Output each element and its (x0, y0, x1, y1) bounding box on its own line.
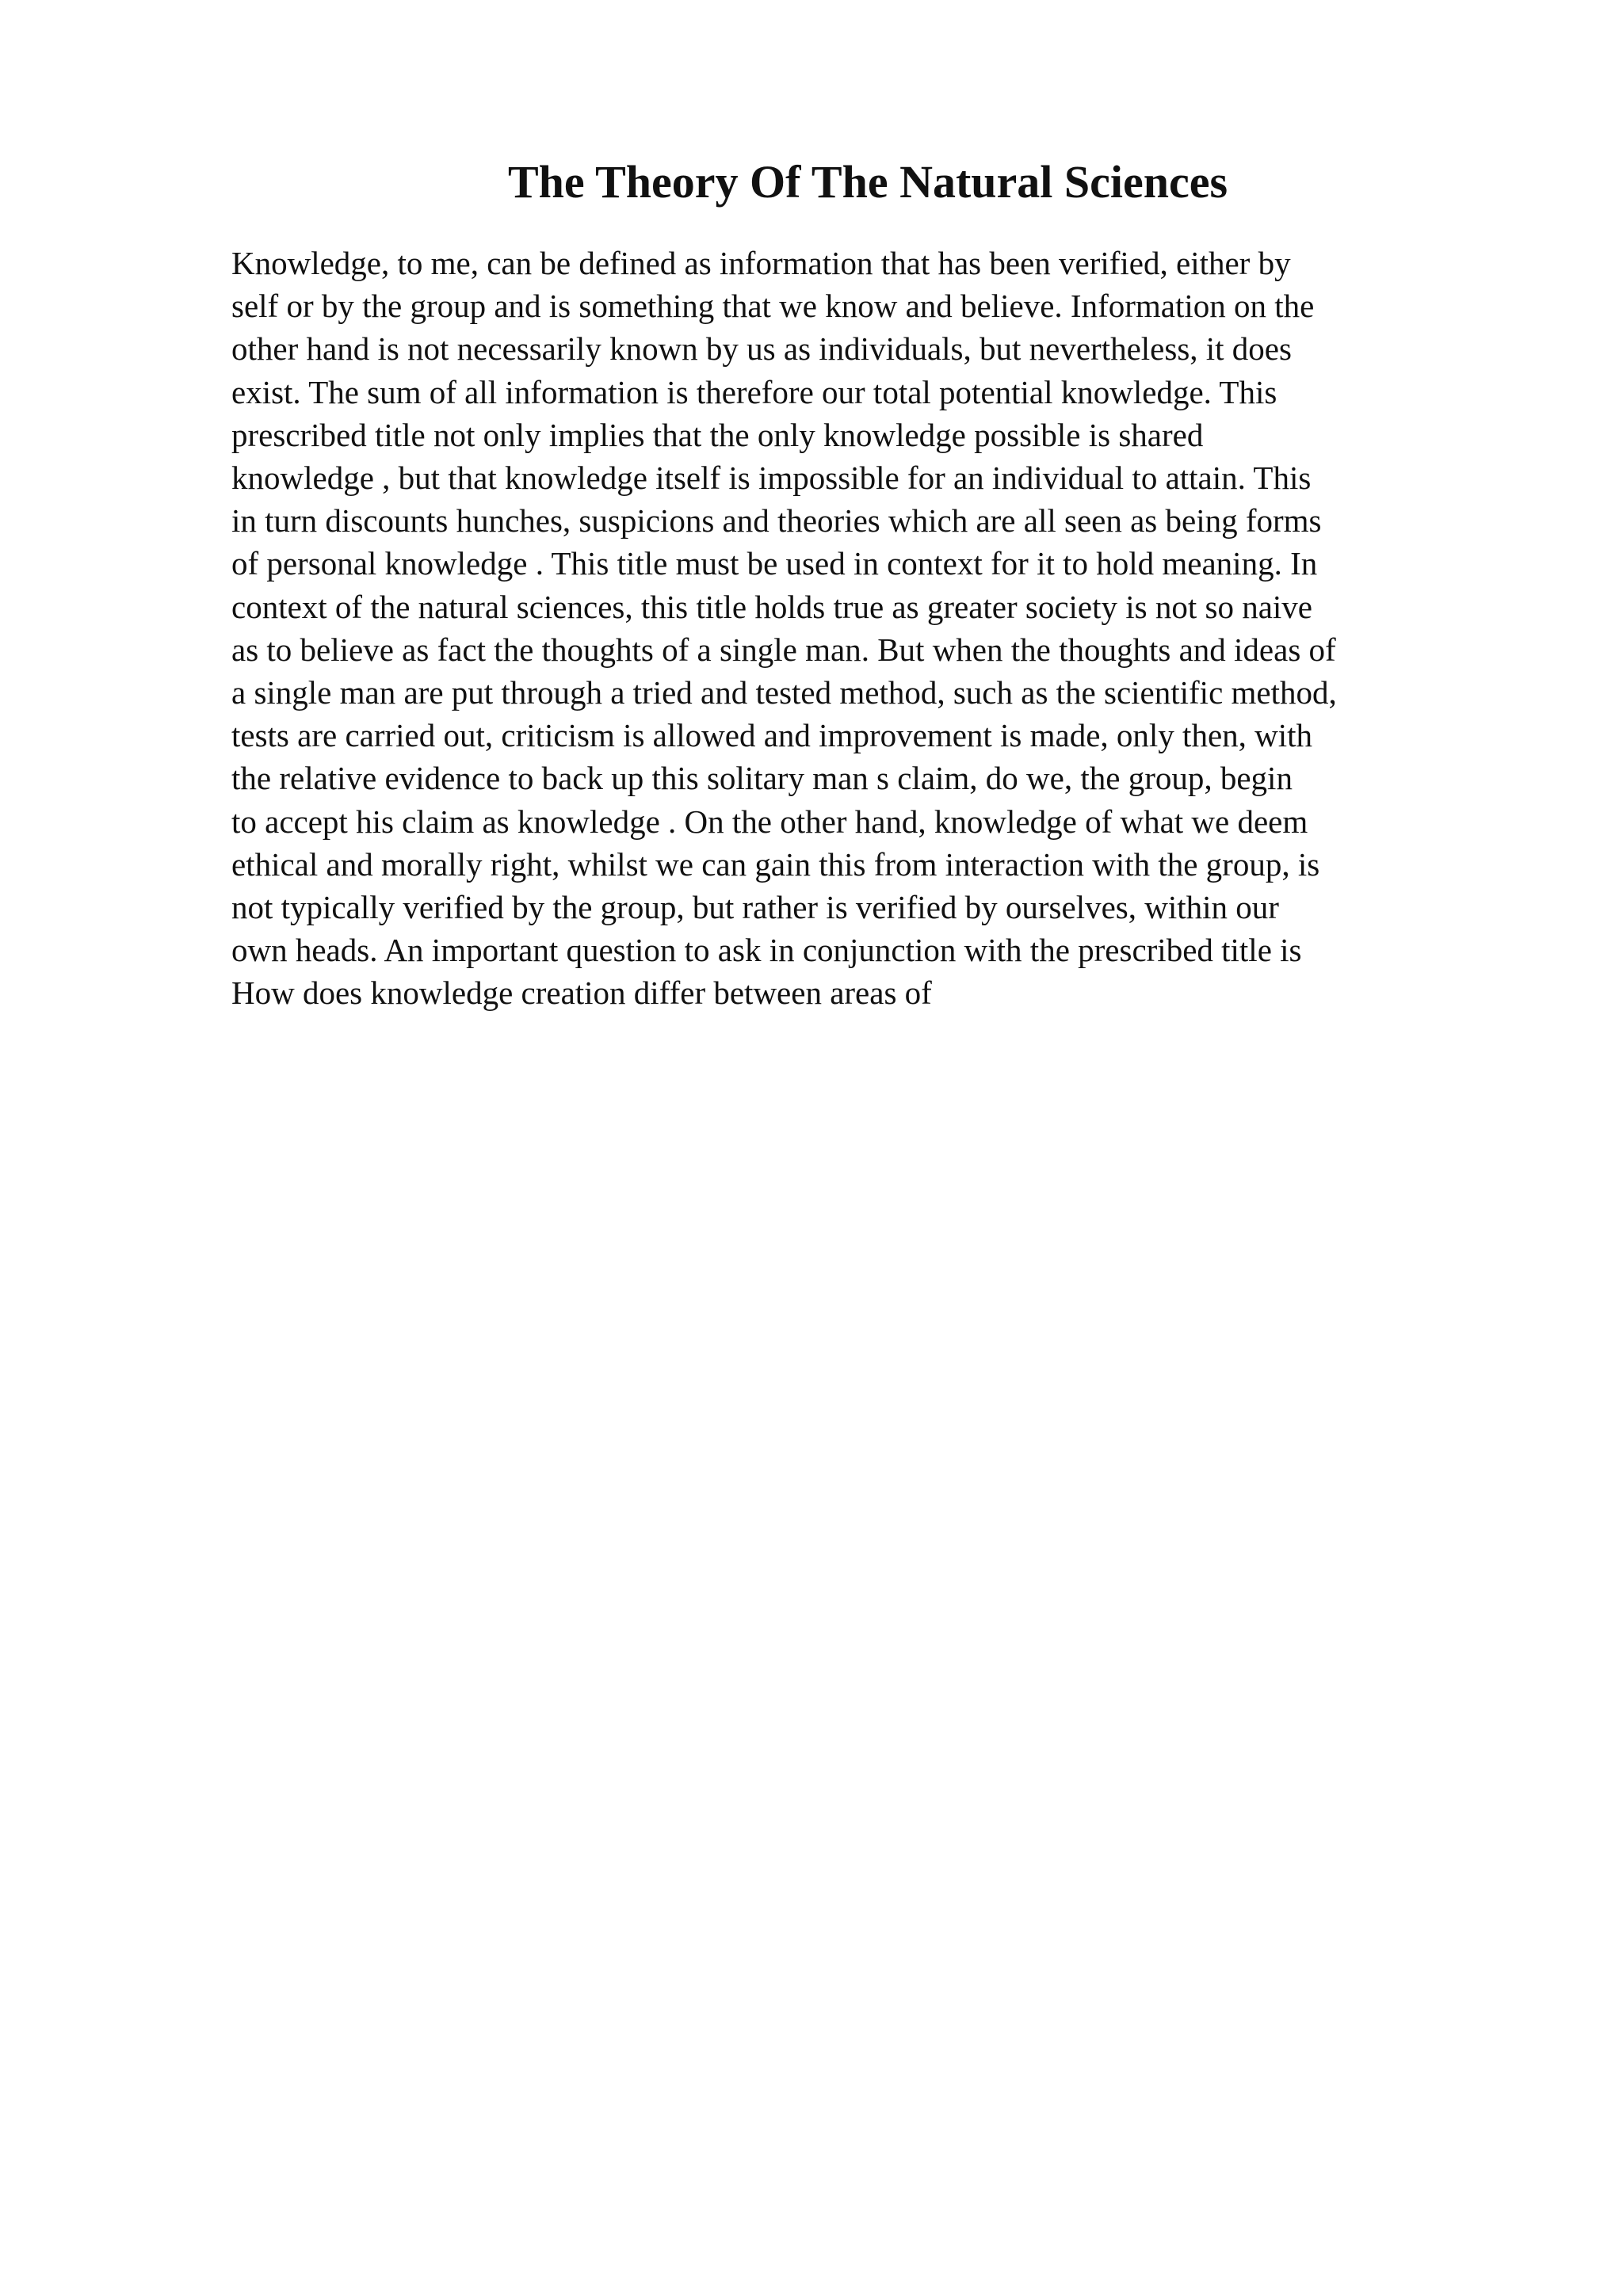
text-line: ethical and morally right, whilst we can gain this from interaction with the group, is (231, 845, 1320, 883)
text-line: context of the natural sciences, this title holds true as greater society is not so naive (231, 588, 1312, 625)
text-line: of personal knowledge . This title must be used in context for it to hold meaning. In (231, 545, 1318, 582)
body-paragraph (231, 242, 1594, 1015)
text-line: not typically verified by the group, but rather is verified by ourselves, within our (231, 889, 1279, 926)
text-line: exist. The sum of all information is therefore our total potential knowledge. This (231, 373, 1277, 410)
document-title: The Theory Of The Natural Sciences (507, 156, 1228, 208)
text-line: a single man are put through a tried and tested method, such as the scientific method, (231, 674, 1337, 711)
text-line: prescribed title not only implies that the only knowledge possible is shared (231, 416, 1204, 453)
text-line: How does knowledge creation differ between areas of (231, 974, 932, 1012)
text-line: Knowledge, to me, can be defined as information that has been verified, either by (231, 245, 1291, 281)
text-line: in turn discounts hunches, suspicions and theories which are all seen as being forms (231, 502, 1322, 540)
text-line: tests are carried out, criticism is allowed and improvement is made, only then, with (231, 717, 1313, 754)
text-line: as to believe as fact the thoughts of a single man. But when the thoughts and ideas of (231, 631, 1336, 668)
text-line: the relative evidence to back up this solitary man s claim, do we, the group, begin (231, 760, 1293, 797)
text-line: to accept his claim as knowledge . On the other hand, knowledge of what we deem (231, 803, 1308, 840)
text-line: other hand is not necessarily known by us as individuals, but nevertheless, it does (231, 330, 1292, 368)
text-line: own heads. An important question to ask in conjunction with the prescribed title is (231, 932, 1302, 969)
text-line: knowledge , but that knowledge itself is impossible for an individual to attain. This (231, 460, 1312, 497)
text-line: self or by the group and is something that we know and believe. Information on the (231, 288, 1315, 325)
